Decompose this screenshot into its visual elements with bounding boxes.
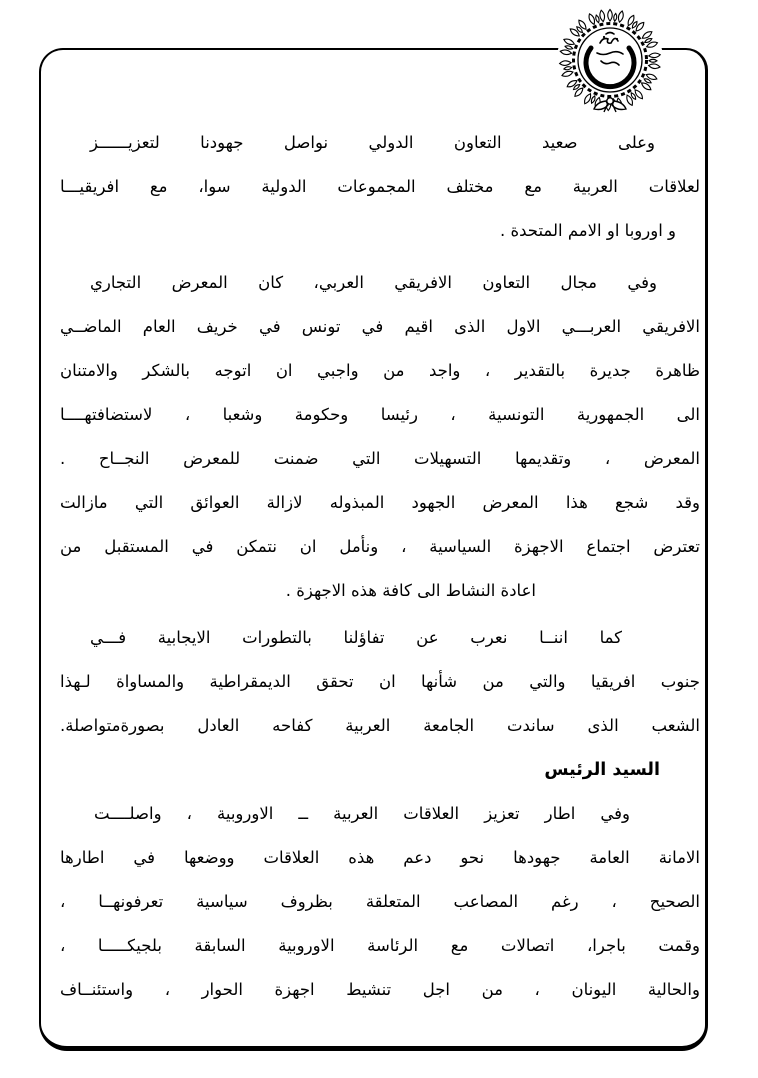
text-line: وعلى صعيد التعاون الدولي نواصل جهودنا لتعزيــــــز xyxy=(90,133,655,152)
arab-league-emblem xyxy=(556,6,664,114)
text-line: وفي اطار تعزيز العلاقات العربية ــ الاوروبية ، واصلــــت xyxy=(94,804,630,823)
text-line: والحالية اليونان ، من اجل تنشيط اجهزة الحوار ، واستئنــاف xyxy=(60,980,700,999)
text-line: المعرض ، وتقديمها التسهيلات التي ضمنت للمعرض النجــاح . xyxy=(60,449,700,468)
text-line: لعلاقات العربية مع مختلف المجموعات الدولية سوا، مع افريقيـــا xyxy=(60,177,700,196)
text-line: ظاهرة جديرة بالتقدير ، واجد من واجبي ان اتوجه بالشكر والامتنان xyxy=(60,361,700,380)
text-line: وقمت باجرا، اتصالات مع الرئاسة الاوروبية السابقة بلجيكـــــا ، xyxy=(60,936,700,955)
arab-league-emblem-icon xyxy=(556,6,664,114)
letter-body xyxy=(60,121,700,1012)
section-heading: السيد الرئيس xyxy=(544,760,660,780)
text-line: الى الجمهورية التونسية ، رئيسا وحكومة وشعبا ، لاستضافتهــــا xyxy=(60,405,700,424)
text-line: الشعب الذى ساندت الجامعة العربية كفاحه العادل بصورةمتواصلة. xyxy=(60,716,700,735)
text-line: الامانة العامة جهودها نحو دعم هذه العلاقات ووضعها في اطارها xyxy=(60,848,700,867)
paragraph xyxy=(60,616,700,748)
text-line: جنوب افريقيا والتي من شأنها ان تحقق الديمقراطية والمساواة لـهذا xyxy=(60,672,700,691)
text-line: كما اننــا نعرب عن تفاؤلنا بالتطورات الايجابية فـــي xyxy=(90,628,622,647)
text-line: الافريقي العربـــي الاول الذى اقيم في تونس في خريف العام الماضــي xyxy=(60,317,700,336)
text-line: وفي مجال التعاون الافريقي العربي، كان المعرض التجاري xyxy=(90,273,657,292)
paragraph xyxy=(60,261,700,613)
text-line: و اوروبا او الامم المتحدة . xyxy=(500,221,676,240)
paragraph xyxy=(60,792,700,1012)
text-line: تعترض اجتماع الاجهزة السياسية ، ونأمل ان نتمكن في المستقبل من xyxy=(60,537,700,556)
paragraph xyxy=(60,121,700,253)
text-line: الصحيح ، رغم المصاعب المتعلقة بظروف سياسية تعرفونهــا ، xyxy=(60,892,700,911)
text-line: اعادة النشاط الى كافة هذه الاجهزة . xyxy=(285,581,536,600)
text-line: وقد شجع هذا المعرض الجهود المبذوله لازالة العوائق التي مازالت xyxy=(60,493,700,512)
